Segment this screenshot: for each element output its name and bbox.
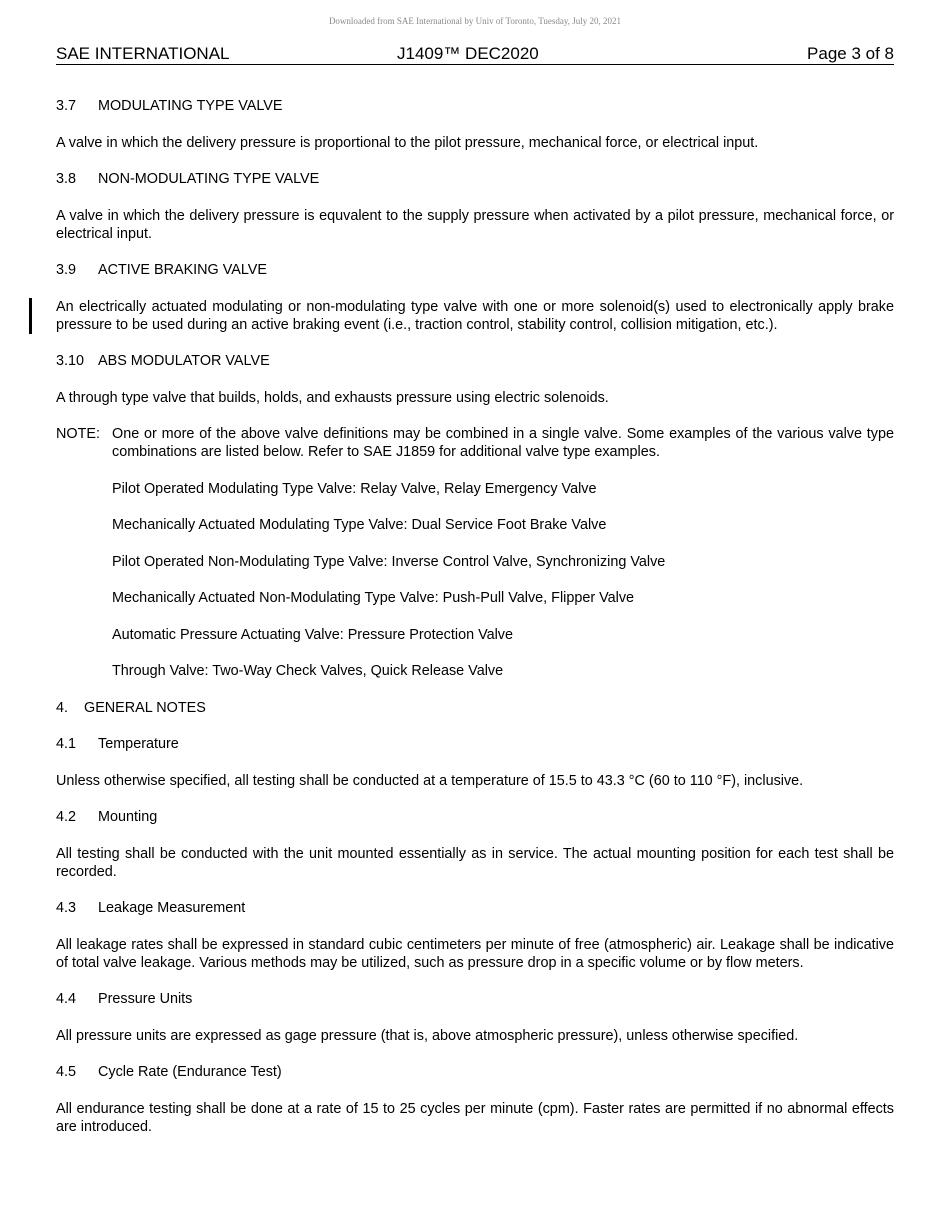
section-heading-3-7 (56, 97, 894, 115)
section-title: GENERAL NOTES (84, 699, 206, 716)
section-heading-3-10 (56, 352, 894, 370)
section-paragraph-3-7: A valve in which the delivery pressure is proportional to the pilot pressure, mechanical force, or electrical input. (56, 134, 759, 151)
note-example: Through Valve: Two-Way Check Valves, Quick Release Valve (112, 663, 504, 679)
page-header (56, 44, 894, 65)
section-title: Pressure Units (98, 991, 193, 1007)
section-number: 4.2 (56, 809, 77, 825)
section-paragraph-4-1: Unless otherwise specified, all testing shall be conducted at a temperature of 15.5 to 43.3 °C (60 to 110 °F), inclusive. (56, 772, 804, 789)
revision-change-bar (29, 298, 32, 334)
section-heading-4-1 (56, 735, 894, 753)
section-heading-4-3 (56, 899, 894, 917)
section-title: NON-MODULATING TYPE VALVE (98, 171, 320, 187)
note-text: One or more of the above valve definitions may be combined in a single valve. Some examples of the various valve type combinations are listed below. Refer to SAE J1859 for additional valve type examples. (112, 426, 894, 460)
note-label: NOTE: (56, 426, 100, 442)
section-paragraph-4-5: All endurance testing shall be done at a rate of 15 to 25 cycles per minute (cpm). Faster rates are permitted if no abnormal effects are introduced. (56, 1100, 894, 1135)
section-number: 3.9 (56, 262, 77, 278)
section-heading-3-8 (56, 170, 894, 188)
section-heading-4 (56, 699, 894, 717)
header-doc-id: J1409™ DEC2020 (397, 44, 539, 63)
note-example: Pilot Operated Modulating Type Valve: Relay Valve, Relay Emergency Valve (112, 480, 597, 497)
section-paragraph-3-10: A through type valve that builds, holds, and exhausts pressure using electric solenoids. (56, 389, 609, 406)
section-paragraph-4-4: All pressure units are expressed as gage pressure (that is, above atmospheric pressure), unless otherwise specified. (56, 1027, 799, 1044)
note-block (56, 425, 894, 461)
section-title: ABS MODULATOR VALVE (98, 353, 270, 369)
section-number: 4.3 (56, 900, 77, 916)
section-heading-4-2 (56, 808, 894, 826)
note-example: Mechanically Actuated Modulating Type Valve: Dual Service Foot Brake Valve (112, 517, 607, 533)
section-heading-4-4 (56, 990, 894, 1008)
note-example: Automatic Pressure Actuating Valve: Pressure Protection Valve (112, 626, 513, 643)
section-title: Leakage Measurement (98, 900, 246, 916)
header-org: SAE INTERNATIONAL (56, 44, 230, 63)
header-page-number: Page 3 of 8 (807, 44, 894, 63)
note-example: Pilot Operated Non-Modulating Type Valve: Inverse Control Valve, Synchronizing Valve (112, 553, 666, 570)
section-title: Temperature (98, 736, 179, 752)
document-body (56, 97, 894, 1136)
section-number: 4.1 (56, 736, 77, 752)
section-number: 3.7 (56, 98, 77, 114)
section-heading-4-5 (56, 1063, 894, 1081)
download-watermark: Downloaded from SAE International by Univ of Toronto, Tuesday, July 20, 2021 (328, 16, 622, 26)
section-title: MODULATING TYPE VALVE (98, 98, 283, 114)
section-paragraph-4-2: All testing shall be conducted with the unit mounted essentially as in service. The actual mounting position for each test shall be recorded. (56, 845, 894, 880)
section-number: 3.10 (56, 353, 85, 369)
section-paragraph-3-8: A valve in which the delivery pressure is equvalent to the supply pressure when activated by a pilot pressure, mechanical force, or electrical input. (56, 207, 894, 242)
section-title: Mounting (98, 809, 158, 825)
section-paragraph-4-3: All leakage rates shall be expressed in standard cubic centimeters per minute of free (atmospheric) air. Leakage shall be indicative of total valve leakage. Various methods may be utilized, such as pressure drop in a specific volume or by flow meters. (56, 936, 894, 971)
section-title: Cycle Rate (Endurance Test) (98, 1064, 282, 1080)
section-heading-3-9 (56, 261, 894, 279)
section-number: 4. (56, 699, 69, 716)
section-number: 4.5 (56, 1064, 77, 1080)
section-paragraph-3-9: An electrically actuated modulating or non-modulating type valve with one or more solenoid(s) used to electronically apply brake pressure to be used during an active braking event (i.e., traction control, stability control, collision mitigation, etc.). (56, 298, 894, 333)
section-title: ACTIVE BRAKING VALVE (98, 262, 268, 278)
section-number: 4.4 (56, 991, 77, 1007)
section-number: 3.8 (56, 171, 77, 187)
note-example: Mechanically Actuated Non-Modulating Type Valve: Push-Pull Valve, Flipper Valve (112, 590, 635, 606)
